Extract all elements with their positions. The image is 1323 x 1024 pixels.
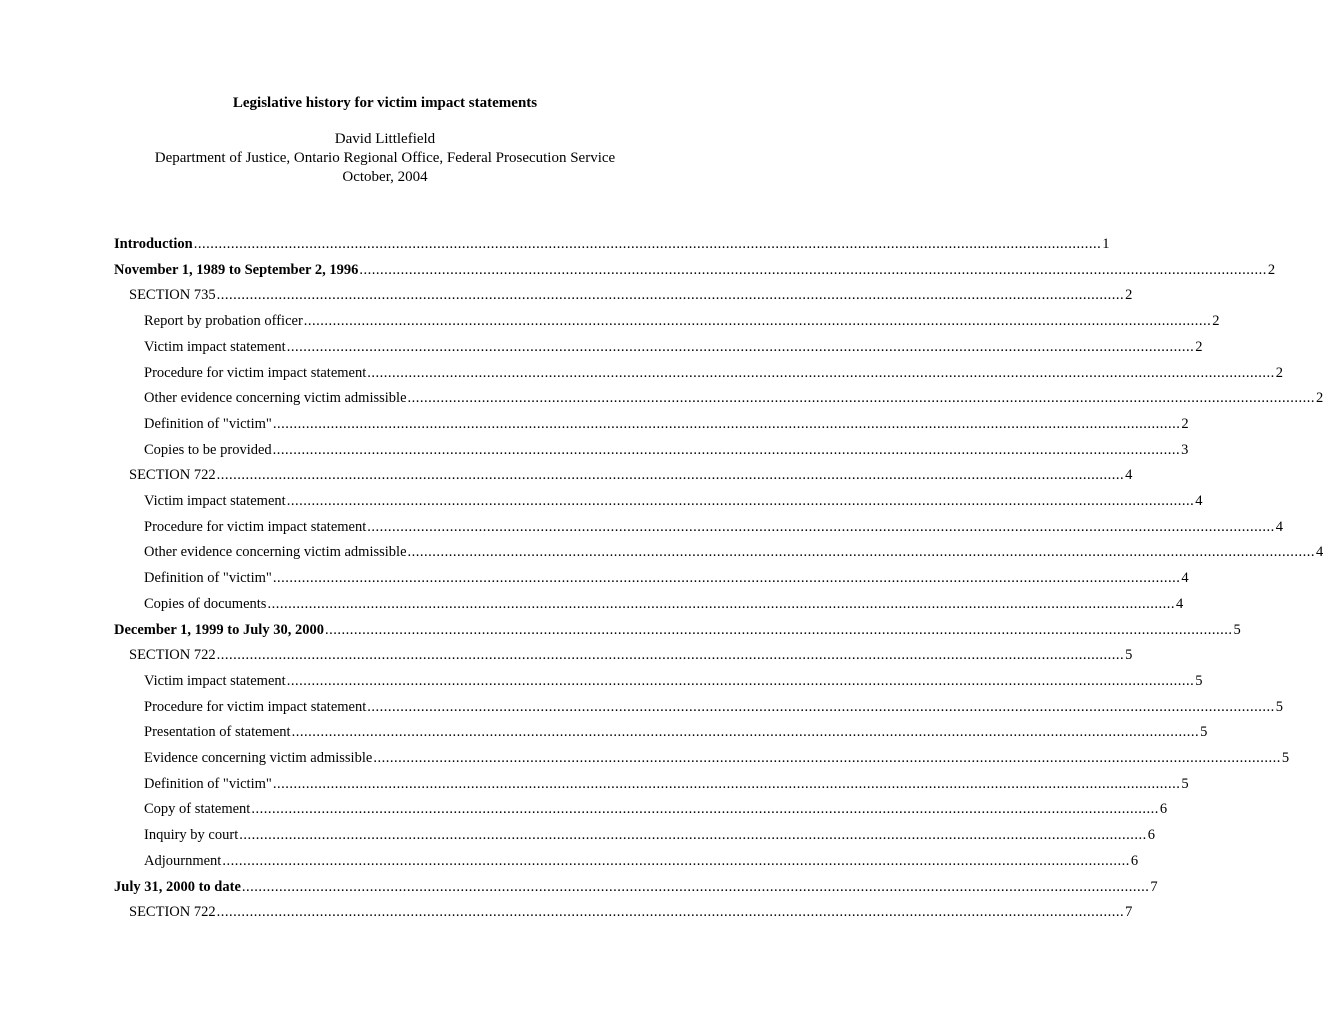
document-date: October, 2004: [342, 169, 428, 185]
toc-entry-label: Copies to be provided: [144, 441, 272, 458]
toc-entry-label: Copies of documents: [144, 595, 267, 612]
toc-entry[interactable]: [129, 466, 1133, 484]
toc-entry-page-number: 4: [1175, 595, 1184, 612]
toc-entry-page-number: 6: [1130, 852, 1139, 869]
toc-entry-page-number: 5: [1233, 621, 1241, 638]
toc-entry-page-number: 5: [1181, 775, 1189, 792]
dot-leader: ............................................................................................................................................................................................................................: [193, 236, 1102, 252]
dot-leader: ............................................................................................................................................................................................................................: [222, 852, 1130, 869]
toc-entry-label: Victim impact statement: [144, 672, 286, 689]
toc-entry-label: Evidence concerning victim admissible: [144, 750, 373, 766]
toc-entry[interactable]: [144, 569, 1189, 587]
toc-entry-page-number: 5: [1125, 647, 1133, 664]
toc-entry[interactable]: [144, 698, 1284, 716]
toc-entry-page-number: 4: [1316, 544, 1323, 561]
toc-entry-label: Procedure for victim impact statement: [144, 518, 367, 535]
dot-leader: ............................................................................................................................................................................................................................: [291, 724, 1200, 741]
toc-entry[interactable]: [144, 543, 1323, 561]
dot-leader: ............................................................................................................................................................................................................................: [239, 827, 1147, 844]
toc-entry[interactable]: [144, 775, 1189, 793]
toc-entry[interactable]: [144, 595, 1184, 613]
toc-entry[interactable]: [144, 723, 1208, 741]
toc-entry-page-number: 6: [1159, 801, 1168, 818]
toc-entry[interactable]: [144, 312, 1220, 330]
toc-entry-page-number: 6: [1147, 827, 1155, 844]
toc-entry-page-number: 5: [1281, 750, 1290, 766]
toc-entry[interactable]: [114, 235, 1110, 253]
dot-leader: ............................................................................................................................................................................................................................: [267, 595, 1175, 612]
toc-entry-label: SECTION 722: [129, 467, 216, 484]
dot-leader: ............................................................................................................................................................................................................................: [407, 390, 1316, 407]
toc-entry-page-number: 2: [1267, 261, 1276, 278]
dot-leader: ............................................................................................................................................................................................................................: [216, 904, 1125, 921]
toc-entry-label: Victim impact statement: [144, 338, 286, 355]
dot-leader: ............................................................................................................................................................................................................................: [251, 801, 1159, 818]
toc-entry-page-number: 2: [1125, 287, 1133, 304]
dot-leader: ............................................................................................................................................................................................................................: [359, 261, 1267, 278]
toc-entry-label: November 1, 1989 to September 2, 1996: [114, 261, 359, 278]
toc-entry[interactable]: [144, 518, 1284, 536]
toc-entry[interactable]: [114, 261, 1276, 279]
dot-leader: ............................................................................................................................................................................................................................: [367, 518, 1275, 535]
toc-entry-label: Adjournment: [144, 852, 222, 869]
toc-entry-page-number: 2: [1181, 415, 1189, 432]
toc-entry-page-number: 2: [1275, 364, 1284, 381]
toc-entry-label: Presentation of statement: [144, 724, 291, 741]
department-line: Department of Justice, Ontario Regional Office, Federal Prosecution Service: [154, 150, 616, 166]
dot-leader: ............................................................................................................................................................................................................................: [272, 415, 1181, 432]
toc-entry-page-number: 7: [1125, 904, 1133, 921]
toc-entry[interactable]: [144, 672, 1203, 690]
toc-entry-label: Other evidence concerning victim admissible: [144, 544, 407, 561]
toc-entry-page-number: 2: [1195, 338, 1203, 355]
dot-leader: ............................................................................................................................................................................................................................: [367, 698, 1275, 715]
toc-entry[interactable]: [144, 749, 1290, 767]
dot-leader: ............................................................................................................................................................................................................................: [286, 672, 1195, 689]
toc-entry[interactable]: [129, 286, 1133, 304]
toc-entry-page-number: 1: [1102, 236, 1110, 252]
toc-entry-label: Procedure for victim impact statement: [144, 698, 367, 715]
toc-entry-page-number: 4: [1275, 518, 1284, 535]
toc-entry-page-number: 3: [1181, 441, 1189, 458]
toc-entry-page-number: 4: [1195, 493, 1203, 509]
toc-entry[interactable]: [144, 389, 1323, 407]
toc-entry[interactable]: [144, 441, 1189, 459]
dot-leader: ............................................................................................................................................................................................................................: [373, 750, 1281, 766]
toc-entry-label: Report by probation officer: [144, 313, 303, 330]
toc-entry-label: Procedure for victim impact statement: [144, 364, 367, 381]
author-name: David Littlefield: [334, 131, 436, 147]
dot-leader: ............................................................................................................................................................................................................................: [407, 544, 1316, 561]
toc-entry-label: Definition of "victim": [144, 775, 272, 792]
toc-entry-page-number: 2: [1212, 313, 1220, 330]
toc-entry-label: Copy of statement: [144, 801, 251, 818]
toc-entry[interactable]: [144, 338, 1203, 356]
dot-leader: ............................................................................................................................................................................................................................: [241, 878, 1150, 895]
toc-entry-page-number: 4: [1181, 570, 1189, 587]
toc-entry[interactable]: [144, 826, 1155, 844]
dot-leader: ............................................................................................................................................................................................................................: [272, 775, 1181, 792]
toc-entry[interactable]: [114, 621, 1241, 639]
toc-entry-label: SECTION 722: [129, 904, 216, 921]
toc-entry[interactable]: [129, 903, 1133, 921]
dot-leader: ............................................................................................................................................................................................................................: [272, 570, 1181, 587]
document-title: Legislative history for victim impact statements: [232, 95, 538, 111]
toc-entry[interactable]: [144, 852, 1139, 870]
toc-entry-label: Definition of "victim": [144, 415, 272, 432]
toc-entry-page-number: 4: [1125, 467, 1133, 484]
toc-entry-label: Victim impact statement: [144, 493, 286, 509]
toc-entry-label: Other evidence concerning victim admissible: [144, 390, 407, 407]
dot-leader: ............................................................................................................................................................................................................................: [286, 493, 1195, 509]
dot-leader: ............................................................................................................................................................................................................................: [303, 313, 1212, 330]
dot-leader: ............................................................................................................................................................................................................................: [216, 287, 1125, 304]
toc-entry-label: Introduction: [114, 236, 193, 252]
toc-entry[interactable]: [129, 646, 1133, 664]
toc-entry-label: Inquiry by court: [144, 827, 239, 844]
toc-entry-label: SECTION 722: [129, 647, 216, 664]
toc-entry-page-number: 7: [1150, 878, 1158, 895]
toc-entry-label: December 1, 1999 to July 30, 2000: [114, 621, 324, 638]
toc-entry-page-number: 5: [1275, 698, 1284, 715]
dot-leader: ............................................................................................................................................................................................................................: [216, 467, 1125, 484]
dot-leader: ............................................................................................................................................................................................................................: [216, 647, 1125, 664]
toc-entry-label: July 31, 2000 to date: [114, 878, 241, 895]
toc-entry[interactable]: [144, 800, 1168, 818]
toc-entry-label: SECTION 735: [129, 287, 216, 304]
dot-leader: ............................................................................................................................................................................................................................: [367, 364, 1275, 381]
dot-leader: ............................................................................................................................................................................................................................: [272, 441, 1181, 458]
toc-entry-label: Definition of "victim": [144, 570, 272, 587]
dot-leader: ............................................................................................................................................................................................................................: [286, 338, 1195, 355]
toc-entry[interactable]: [114, 878, 1158, 896]
toc-entry[interactable]: [144, 364, 1284, 382]
toc-entry[interactable]: [144, 415, 1189, 433]
toc-entry-page-number: 2: [1316, 390, 1323, 407]
dot-leader: ............................................................................................................................................................................................................................: [324, 621, 1233, 638]
toc-entry-page-number: 5: [1200, 724, 1208, 741]
toc-entry[interactable]: [144, 492, 1203, 510]
toc-entry-page-number: 5: [1195, 672, 1203, 689]
